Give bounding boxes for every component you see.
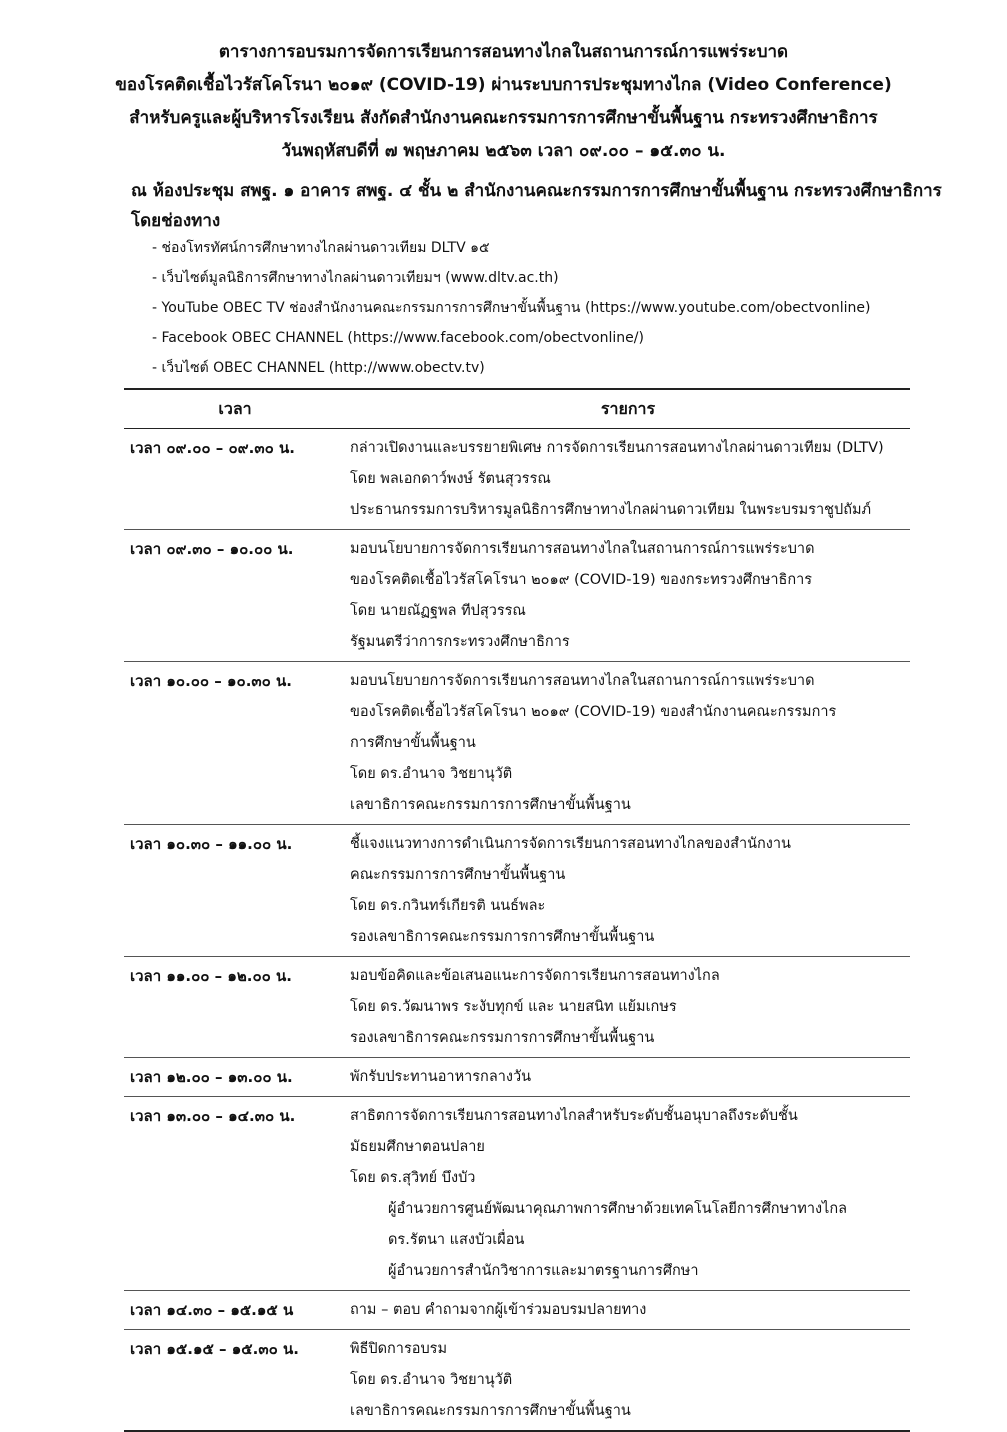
- channels-list: [152, 233, 870, 383]
- title-line: สำหรับครูและผู้บริหารโรงเรียน สังกัดสำนักงานคณะกรรมการการศึกษาขั้นพื้นฐาน กระทรวงศึกษาธิการ: [129, 108, 878, 128]
- table-row: [124, 1291, 910, 1330]
- table-row: [124, 1330, 910, 1432]
- detail-line: พิธีปิดการอบรม: [350, 1341, 447, 1357]
- detail-line: มอบข้อคิดและข้อเสนอแนะการจัดการเรียนการสอนทางไกล: [350, 968, 720, 984]
- row-detail: [346, 1101, 910, 1287]
- detail-line: โดย ดร.อำนาจ วิชยานุวัติ: [350, 766, 513, 782]
- row-time: เวลา ๐๙.๓๐ – ๑๐.๐๐ น.: [130, 540, 294, 558]
- detail-line: โดย พลเอกดาว์พงษ์ รัตนสุวรรณ: [350, 471, 551, 487]
- title-line: ตารางการอบรมการจัดการเรียนการสอนทางไกลในสถานการณ์การแพร่ระบาด: [218, 42, 789, 62]
- detail-line: โดย ดร.กวินทร์เกียรติ นนธ์พละ: [350, 898, 546, 914]
- detail-line: การศึกษาขั้นพื้นฐาน: [350, 735, 476, 751]
- detail-line: สาธิตการจัดการเรียนการสอนทางไกลสำหรับระดับชั้นอนุบาลถึงระดับชั้น: [350, 1108, 798, 1124]
- row-time: เวลา ๑๐.๓๐ – ๑๑.๐๐ น.: [130, 835, 293, 853]
- table-row: [124, 957, 910, 1058]
- row-time: เวลา ๑๐.๐๐ – ๑๐.๓๐ น.: [130, 672, 292, 690]
- detail-line: ชี้แจงแนวทางการดำเนินการจัดการเรียนการสอนทางไกลของสำนักงาน: [350, 836, 791, 852]
- detail-line: เลขาธิการคณะกรรมการการศึกษาขั้นพื้นฐาน: [350, 797, 631, 813]
- channels-heading: โดยช่องทาง: [131, 211, 221, 231]
- table-row: [124, 1058, 910, 1097]
- channel-item: - ช่องโทรทัศน์การศึกษาทางไกลผ่านดาวเทียม DLTV ๑๕: [152, 240, 490, 256]
- detail-line: มอบนโยบายการจัดการเรียนการสอนทางไกลในสถานการณ์การแพร่ระบาด: [350, 541, 815, 557]
- row-time: เวลา ๐๙.๐๐ – ๐๙.๓๐ น.: [130, 439, 295, 457]
- detail-line: โดย นายณัฏฐพล ทีปสุวรรณ: [350, 603, 526, 619]
- channel-item: - เว็บไซต์ OBEC CHANNEL (http://www.obectv.tv): [152, 360, 485, 376]
- detail-line: โดย ดร.อำนาจ วิชยานุวัติ: [350, 1372, 513, 1388]
- detail-line: ของโรคติดเชื้อไวรัสโคโรนา ๒๐๑๙ (COVID-19) ของกระทรวงศึกษาธิการ: [350, 572, 813, 588]
- detail-line-indented: ผู้อำนวยการสำนักวิชาการและมาตรฐานการศึกษา: [388, 1263, 699, 1279]
- detail-line: เลขาธิการคณะกรรมการการศึกษาขั้นพื้นฐาน: [350, 1403, 631, 1419]
- detail-line-indented: ดร.รัตนา แสงบัวเผื่อน: [388, 1232, 525, 1248]
- row-detail: [346, 433, 910, 526]
- row-detail: [346, 961, 910, 1054]
- table-row: [124, 1097, 910, 1291]
- table-row: [124, 662, 910, 825]
- detail-line: มอบนโยบายการจัดการเรียนการสอนทางไกลในสถานการณ์การแพร่ระบาด: [350, 673, 815, 689]
- detail-line: คณะกรรมการการศึกษาขั้นพื้นฐาน: [350, 867, 566, 883]
- venue-text: ณ ห้องประชุม สพฐ. ๑ อาคาร สพฐ. ๔ ชั้น ๒ สำนักงานคณะกรรมการการศึกษาขั้นพื้นฐาน กระทรวงศึกษาธิการ: [131, 181, 942, 201]
- detail-line: พักรับประทานอาหารกลางวัน: [350, 1069, 532, 1085]
- channel-item: - YouTube OBEC TV ช่องสำนักงานคณะกรรมการการศึกษาขั้นพื้นฐาน (https://www.youtube.com/obectvonline): [152, 300, 871, 316]
- row-detail: [346, 1295, 910, 1326]
- row-detail: [346, 829, 910, 953]
- table-row: [124, 429, 910, 530]
- row-detail: [346, 1062, 910, 1093]
- detail-line: รัฐมนตรีว่าการกระทรวงศึกษาธิการ: [350, 634, 570, 650]
- detail-line: กล่าวเปิดงานและบรรยายพิเศษ การจัดการเรียนการสอนทางไกลผ่านดาวเทียม (DLTV): [350, 440, 884, 456]
- detail-line: โดย ดร.สุวิทย์ บึงบัว: [350, 1170, 476, 1186]
- detail-line-indented: ผู้อำนวยการศูนย์พัฒนาคุณภาพการศึกษาด้วยเทคโนโลยีการศึกษาทางไกล: [388, 1201, 848, 1217]
- row-time: เวลา ๑๔.๓๐ – ๑๕.๑๕ น: [130, 1301, 294, 1319]
- schedule-table: [124, 388, 910, 1432]
- table-body: [124, 429, 910, 1432]
- detail-line: ของโรคติดเชื้อไวรัสโคโรนา ๒๐๑๙ (COVID-19) ของสำนักงานคณะกรรมการ: [350, 704, 837, 720]
- row-time: เวลา ๑๑.๐๐ – ๑๒.๐๐ น.: [130, 967, 292, 985]
- detail-line: รองเลขาธิการคณะกรรมการการศึกษาขั้นพื้นฐาน: [350, 1030, 655, 1046]
- table-header: [124, 388, 910, 429]
- channel-item: - เว็บไซต์มูลนิธิการศึกษาทางไกลผ่านดาวเทียมฯ (www.dltv.ac.th): [152, 270, 559, 286]
- detail-line: ประธานกรรมการบริหารมูลนิธิการศึกษาทางไกลผ่านดาวเทียม ในพระบรมราชูปถัมภ์: [350, 502, 872, 518]
- detail-line: มัธยมศึกษาตอนปลาย: [350, 1139, 485, 1155]
- title-line: วันพฤหัสบดีที่ ๗ พฤษภาคม ๒๕๖๓ เวลา ๐๙.๐๐ – ๑๕.๓๐ น.: [281, 141, 726, 161]
- row-detail: [346, 1334, 910, 1427]
- detail-line: ถาม – ตอบ คำถามจากผู้เข้าร่วมอบรมปลายทาง: [350, 1302, 647, 1318]
- column-header-time: เวลา: [218, 398, 252, 418]
- row-detail: [346, 666, 910, 821]
- row-time: เวลา ๑๓.๐๐ – ๑๔.๓๐ น.: [130, 1107, 296, 1125]
- title-line: ของโรคติดเชื้อไวรัสโคโรนา ๒๐๑๙ (COVID-19) ผ่านระบบการประชุมทางไกล (Video Conference): [115, 75, 892, 95]
- row-time: เวลา ๑๒.๐๐ – ๑๓.๐๐ น.: [130, 1068, 293, 1086]
- row-time: เวลา ๑๕.๑๕ – ๑๕.๓๐ น.: [130, 1340, 299, 1358]
- channel-item: - Facebook OBEC CHANNEL (https://www.facebook.com/obectvonline/): [152, 330, 644, 346]
- detail-line: โดย ดร.วัฒนาพร ระงับทุกข์ และ นายสนิท แย้มเกษร: [350, 999, 677, 1015]
- detail-line: รองเลขาธิการคณะกรรมการการศึกษาขั้นพื้นฐาน: [350, 929, 655, 945]
- table-row: [124, 530, 910, 662]
- row-detail: [346, 534, 910, 658]
- column-header-detail: รายการ: [600, 398, 656, 418]
- document-title: [0, 36, 1007, 168]
- table-row: [124, 825, 910, 957]
